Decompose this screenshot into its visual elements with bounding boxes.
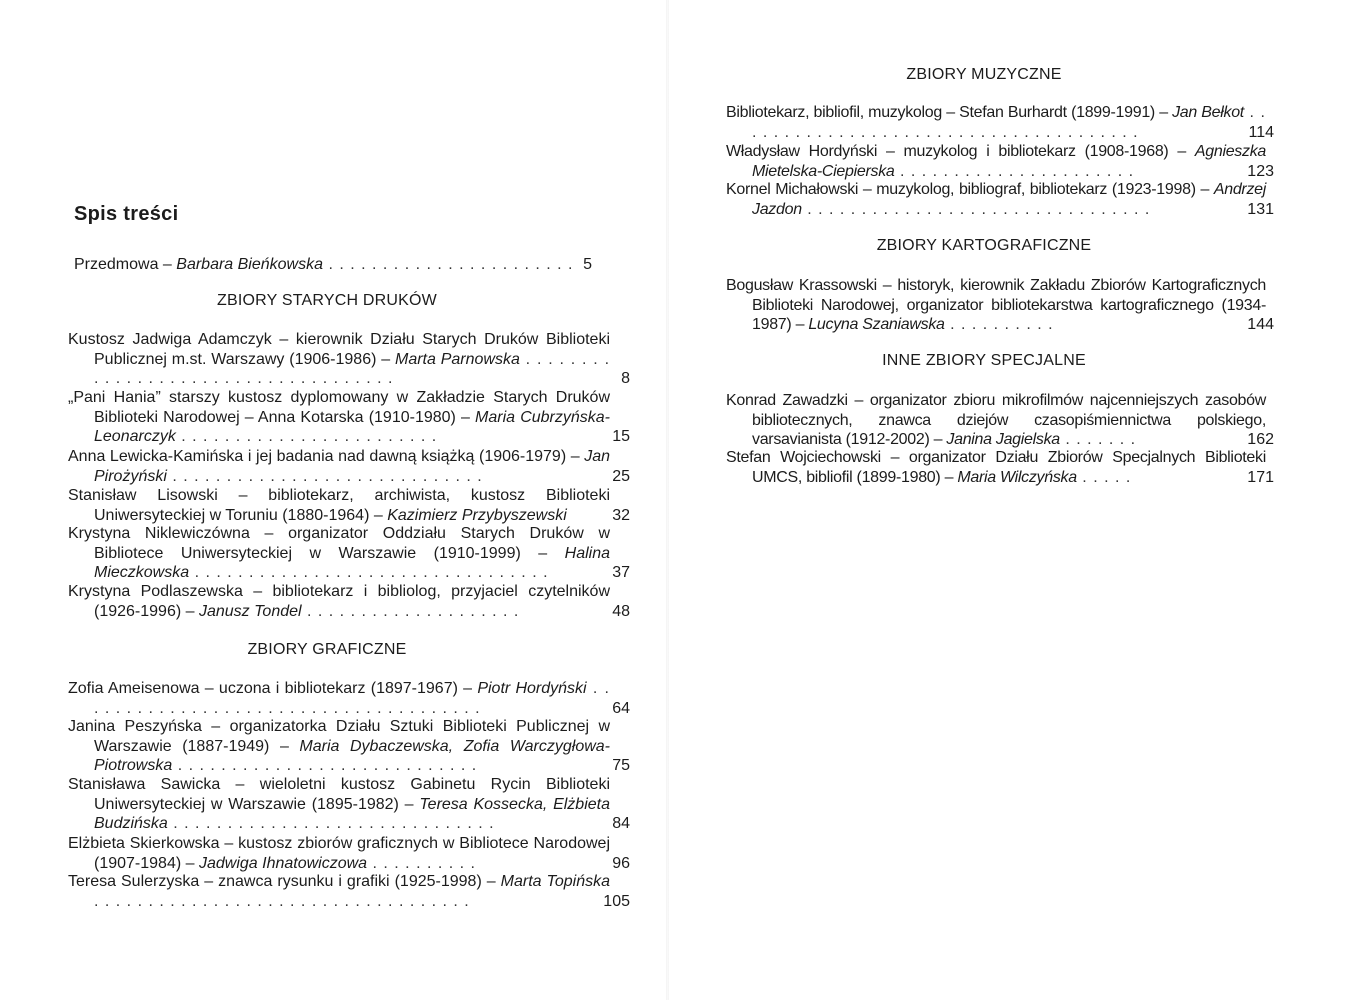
- entry-author: Jan Pirożyński: [94, 448, 610, 485]
- entry-title: Elżbieta Skierkowska – kustosz zbiorów graficznych w Bibliotece Narodowej (1907-1984) –: [68, 835, 610, 872]
- leader-dots: . . . . . . . . . . . . . . . . . . . . . . . . . . . . .: [166, 467, 483, 485]
- entry-title: Teresa Sulerzyska – znawca rysunku i grafiki (1925-1998) –: [68, 873, 501, 890]
- toc-entry: [68, 775, 630, 834]
- entry-page-number: 15: [612, 428, 630, 445]
- entry-author: Janusz Tondel: [198, 602, 302, 620]
- entry-page-number: 75: [612, 757, 630, 774]
- toc-entry: [726, 391, 1274, 450]
- entry-title: Krystyna Podlaszewska – bibliotekarz i bibliolog, przyjaciel czytelników (1926-1996) –: [68, 583, 610, 620]
- leader-dots: . . . . . . . . . . . . . . . . . . . . . . . . . . . . . .: [167, 815, 495, 832]
- leader-dots: . . . . . . .: [1059, 431, 1137, 448]
- entry-author: Maria Dybaczewska, Zofia Warczygłowa-Piotrowska: [94, 737, 611, 774]
- section-heading: ZBIORY GRAFICZNE: [247, 641, 407, 658]
- toc-entry: [68, 330, 630, 389]
- toc-entry: [68, 524, 630, 583]
- entry-page-number: 114: [1248, 123, 1274, 141]
- entry-page-number: 48: [612, 602, 630, 620]
- entry-page-number: 8: [621, 370, 630, 387]
- toc-entry: [68, 717, 630, 776]
- section-heading: ZBIORY KARTOGRAFICZNE: [876, 237, 1092, 254]
- entry-author: Maria Cubrzyńska-Leonarczyk: [94, 408, 610, 445]
- section-heading: ZBIORY MUZYCZNE: [906, 66, 1062, 83]
- leader-dots: . . . . . . . . . . . . . . . . . . . . . . . . . . . . . . . .: [801, 200, 1151, 218]
- entry-title: Stefan Wojciechowski – organizator Działu Zbiorów Specjalnych Biblioteki UMCS, bibliofil (1899-1980) –: [726, 449, 1266, 486]
- toc-entry: [726, 142, 1274, 181]
- entry-title: Stanisław Lisowski – bibliotekarz, archiwista, kustosz Biblioteki Uniwersyteckiej w Toruniu (1880-1964) –: [68, 487, 610, 524]
- entry-title: Bogusław Krassowski – historyk, kierownik Zakładu Zbiorów Kartograficznych Biblioteki Narodowej, organizator bibliotekarstwa kartograficznego (1934-1987) –: [726, 277, 1266, 333]
- entry-page-number: 32: [612, 506, 630, 524]
- toc-title: Spis treści: [74, 203, 179, 225]
- entry-author: Jadwiga Ihnatowiczowa: [198, 854, 368, 872]
- leader-dots: . . . . .: [1076, 468, 1132, 486]
- leader-dots: . . . . . . . . . . . . . . . . . . . . . . . .: [175, 428, 438, 445]
- entry-author: Jan Bełkot: [1172, 104, 1244, 121]
- toc-entry: [68, 486, 630, 525]
- leader-dots: . . . . . . . . . .: [944, 316, 1054, 333]
- leader-dots: . . . . . . . . . . . . . . . . . . . . . . .: [323, 256, 574, 273]
- toc-entry: [68, 447, 630, 486]
- entry-author: Barbara Bieńkowska: [176, 256, 324, 273]
- entry-title: Zofia Ameisenowa – uczona i bibliotekarz (1897-1967) –: [68, 680, 478, 697]
- section-heading: ZBIORY STARYCH DRUKÓW: [217, 292, 437, 309]
- entry-page-number: 144: [1247, 316, 1274, 333]
- left-page: [0, 0, 668, 1000]
- entry-title: Przedmowa –: [74, 256, 177, 273]
- entry-author: Piotr Hordyński: [477, 680, 587, 697]
- entry-page-number: 64: [612, 699, 630, 717]
- toc-entry: [726, 448, 1274, 487]
- entry-page-number: 171: [1247, 468, 1274, 486]
- leader-dots: . . . . . . . . . .: [367, 854, 476, 872]
- toc-entry: [726, 180, 1274, 219]
- toc-entry: [68, 679, 630, 718]
- section-heading: INNE ZBIORY SPECJALNE: [882, 352, 1086, 369]
- entry-author: Teresa Kossecka, Elżbieta Budzińska: [94, 795, 610, 832]
- entry-author: Janina Jagielska: [946, 431, 1060, 448]
- toc-entry-preface: [68, 255, 630, 275]
- entry-page-number: 131: [1247, 200, 1274, 218]
- entry-title: Konrad Zawadzki – organizator zbioru mikrofilmów najcenniejszych zasobów bibliotecznych, znawca dziejów czasopiśmiennictwa polskiego, varsavianista (1912-2002) –: [726, 392, 1266, 448]
- leader-dots: . . . . . . . . . . . . . . . . . . . . . . . . . . . . . . . . . . .: [94, 892, 470, 910]
- leader-dots: . . . . . . . . . . . . . . . . . . . . . . . . . . . . . . . . .: [189, 564, 549, 581]
- entry-page-number: 84: [612, 815, 630, 832]
- leader-dots: . . . . . . . . . . . . . . . . . . . . . . . . . . . . . . . . . . . . . .: [94, 680, 610, 717]
- entry-title: Stanisława Sawicka – wieloletni kustosz Gabinetu Rycin Biblioteki Uniwersyteckiej w Warszawie (1895-1982) –: [68, 776, 610, 813]
- entry-author: Kazimierz Przybyszewski: [387, 506, 567, 524]
- entry-page-number: 105: [603, 892, 630, 910]
- leader-dots: . . . . . . . . . . . . . . . . . . . .: [301, 602, 520, 620]
- entry-title: Władysław Hordyński – muzykolog i bibliotekarz (1908-1968) –: [726, 143, 1195, 160]
- entry-title: Bibliotekarz, bibliofil, muzykolog – Stefan Burhardt (1899-1991) –: [726, 104, 1173, 121]
- entry-page-number: 37: [612, 564, 630, 581]
- entry-author: Lucyna Szaniawska: [808, 316, 945, 333]
- entry-page-number: 5: [583, 256, 592, 273]
- entry-title: „Pani Hania” starszy kustosz dyplomowany w Zakładzie Starych Druków Biblioteki Narodowej – Anna Kotarska (1910-1980) –: [68, 389, 610, 426]
- toc-entry: [68, 872, 630, 911]
- entry-title: Kustosz Jadwiga Adamczyk – kierownik Działu Starych Druków Biblioteki Publicznej m.st. Warszawy (1906-1986) –: [68, 331, 610, 368]
- entry-author: Maria Wilczyńska: [957, 468, 1077, 486]
- entry-page-number: 123: [1247, 162, 1274, 180]
- entry-author: Marta Parnowska: [394, 350, 520, 368]
- entry-page-number: 25: [612, 467, 630, 485]
- entry-title: Kornel Michałowski – muzykolog, bibliograf, bibliotekarz (1923-1998) –: [726, 181, 1214, 198]
- entry-author: Marta Topińska: [500, 873, 610, 890]
- leader-dots: . . . . . . . . . . . . . . . . . . . . . . . . . . . . . . . . . . . . . .: [752, 104, 1266, 141]
- toc-entry: [68, 582, 630, 621]
- leader-dots: . . . . . . . . . . . . . . . . . . . . . . . . . . . .: [172, 757, 478, 774]
- entry-author: Agnieszka Mietelska-Ciepierska: [752, 143, 1266, 180]
- entry-page-number: 96: [612, 854, 630, 872]
- leader-dots: . . . . . . . . . . . . . . . . . . . . . . . . . . . . . . . . . . . .: [94, 350, 611, 387]
- entry-title: Anna Lewicka-Kamińska i jej badania nad dawną książką (1906-1979) –: [68, 448, 585, 465]
- toc-entry: [68, 388, 630, 447]
- toc-entry: [726, 276, 1274, 335]
- toc-entry: [726, 103, 1274, 142]
- entry-author: Andrzej Jazdon: [752, 181, 1266, 218]
- entry-page-number: 162: [1247, 431, 1274, 448]
- entry-title: Krystyna Niklewiczówna – organizator Oddziału Starych Druków w Bibliotece Uniwersyteckiej w Warszawie (1910-1999) –: [68, 525, 610, 562]
- right-page: [668, 0, 1370, 1000]
- entry-author: Halina Mieczkowska: [94, 544, 610, 581]
- entry-title: Janina Peszyńska – organizatorka Działu Sztuki Biblioteki Publicznej w Warszawie (1887-1949) –: [68, 718, 610, 755]
- leader-dots: . . . . . . . . . . . . . . . . . . . . . .: [894, 162, 1135, 180]
- toc-entry: [68, 834, 630, 873]
